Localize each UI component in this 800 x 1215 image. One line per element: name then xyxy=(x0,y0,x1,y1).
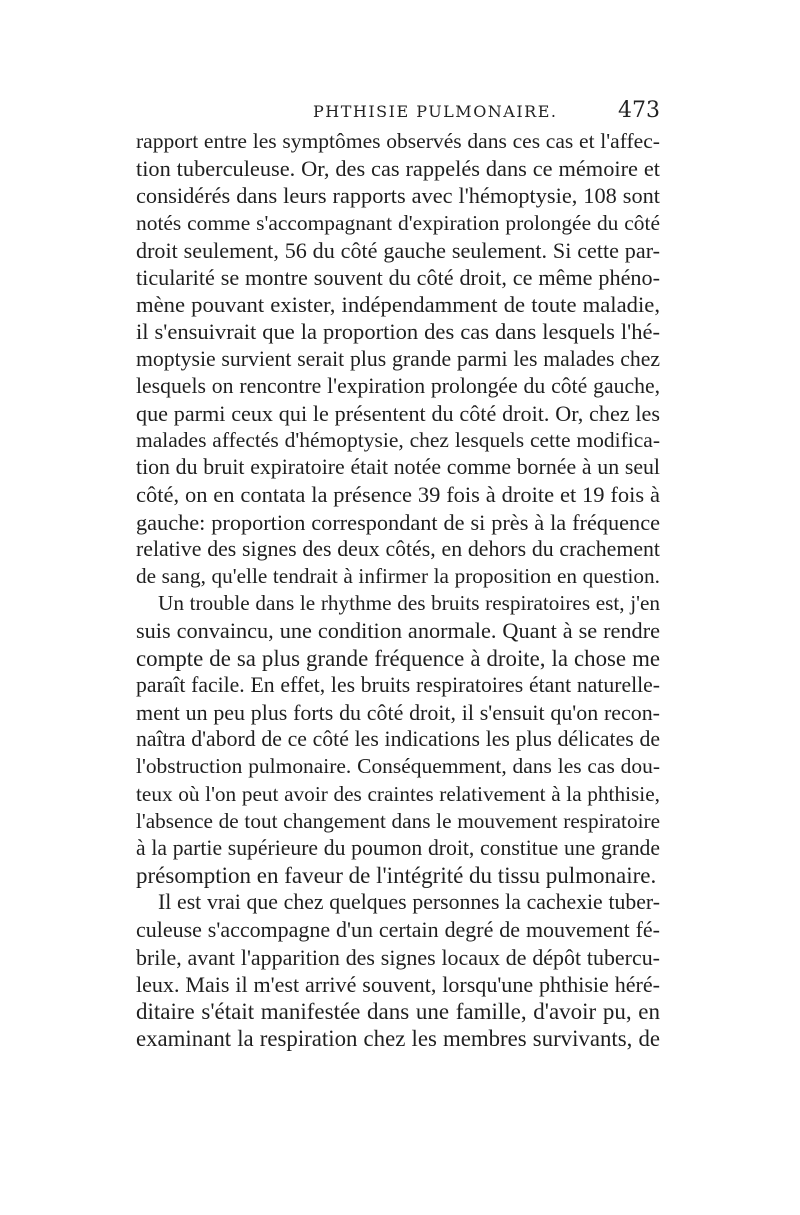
text-line: côté, on en contata la présence 39 fois à droite et 19 fois à xyxy=(136,482,660,508)
text-line: rapport entre les symptômes observés dans ces cas et l'affec- xyxy=(136,129,660,153)
text-line: tion du bruit expiratoire était notée comme bornée à un seul xyxy=(136,455,660,480)
text-line: leux. Mais il m'est arrivé souvent, lorsqu'une phthisie héré- xyxy=(136,971,660,997)
text-line: compte de sa plus grande fréquence à droite, la chose me xyxy=(136,645,660,671)
text-line: tion tuberculeuse. Or, des cas rappelés dans ce mémoire et xyxy=(136,156,660,182)
text-line: gauche: proportion correspondant de si près à la fréquence xyxy=(136,509,660,535)
text-line: de sang, qu'elle tendrait à infirmer la proposition en question. xyxy=(136,564,660,588)
running-title: PHTHISIE PULMONAIRE. xyxy=(313,102,558,121)
text-line: Il est vrai que chez quelques personnes la cachexie tuber- xyxy=(158,890,660,915)
text-line: paraît facile. En effet, les bruits respiratoires étant naturelle- xyxy=(136,672,660,697)
text-line: présomption en faveur de l'intégrité du tissu pulmonaire. xyxy=(136,863,657,889)
text-line: considérés dans leurs rapports avec l'hémoptysie, 108 sont xyxy=(136,183,660,209)
text-line: brile, avant l'apparition des signes locaux de dépôt tubercu- xyxy=(136,944,660,970)
text-line: mène pouvant exister, indépendamment de toute maladie, xyxy=(136,292,660,318)
text-line: lesquels on rencontre l'expiration prolongée du côté gauche, xyxy=(136,373,660,398)
text-line: à la partie supérieure du poumon droit, constitue une grande xyxy=(136,835,660,860)
text-line: Un trouble dans le rhythme des bruits respiratoires est, j'en xyxy=(158,591,660,616)
text-line: l'obstruction pulmonaire. Conséquemment, dans les cas dou- xyxy=(136,754,660,779)
text-line: suis convaincu, une condition anormale. Quant à se rendre xyxy=(136,618,660,644)
text-line: il s'ensuivrait que la proportion des cas dans lesquels l'hé- xyxy=(136,319,660,345)
body-text xyxy=(136,128,660,1052)
running-head xyxy=(135,98,660,128)
text-line: notés comme s'accompagnant d'expiration prolongée du côté xyxy=(136,210,660,235)
text-line: l'absence de tout changement dans le mouvement respiratoire xyxy=(136,808,660,833)
text-line: ment un peu plus forts du côté droit, il s'ensuit qu'on recon- xyxy=(136,699,660,725)
text-line: malades affectés d'hémoptysie, chez lesquels cette modifica- xyxy=(136,428,660,453)
text-line: moptysie survient serait plus grande parmi les malades chez xyxy=(136,346,660,371)
text-line: que parmi ceux qui le présentent du côté droit. Or, chez les xyxy=(136,400,660,426)
text-line: teux où l'on peut avoir des craintes relativement à la phthisie, xyxy=(136,781,660,806)
text-line: culeuse s'accompagne d'un certain degré de mouvement fé- xyxy=(136,917,660,943)
text-line: ticularité se montre souvent du côté droit, ce même phéno- xyxy=(136,264,660,290)
text-line: relative des signes des deux côtés, en dehors du crachement xyxy=(136,536,660,561)
text-line: droit seulement, 56 du côté gauche seulement. Si cette par- xyxy=(136,237,660,263)
text-line: ditaire s'était manifestée dans une famille, d'avoir pu, en xyxy=(136,999,660,1024)
text-line: naîtra d'abord de ce côté les indications les plus délicates de xyxy=(136,727,660,752)
page-number: 473 xyxy=(618,98,660,123)
text-line: examinant la respiration chez les membres survivants, de xyxy=(136,1026,660,1052)
